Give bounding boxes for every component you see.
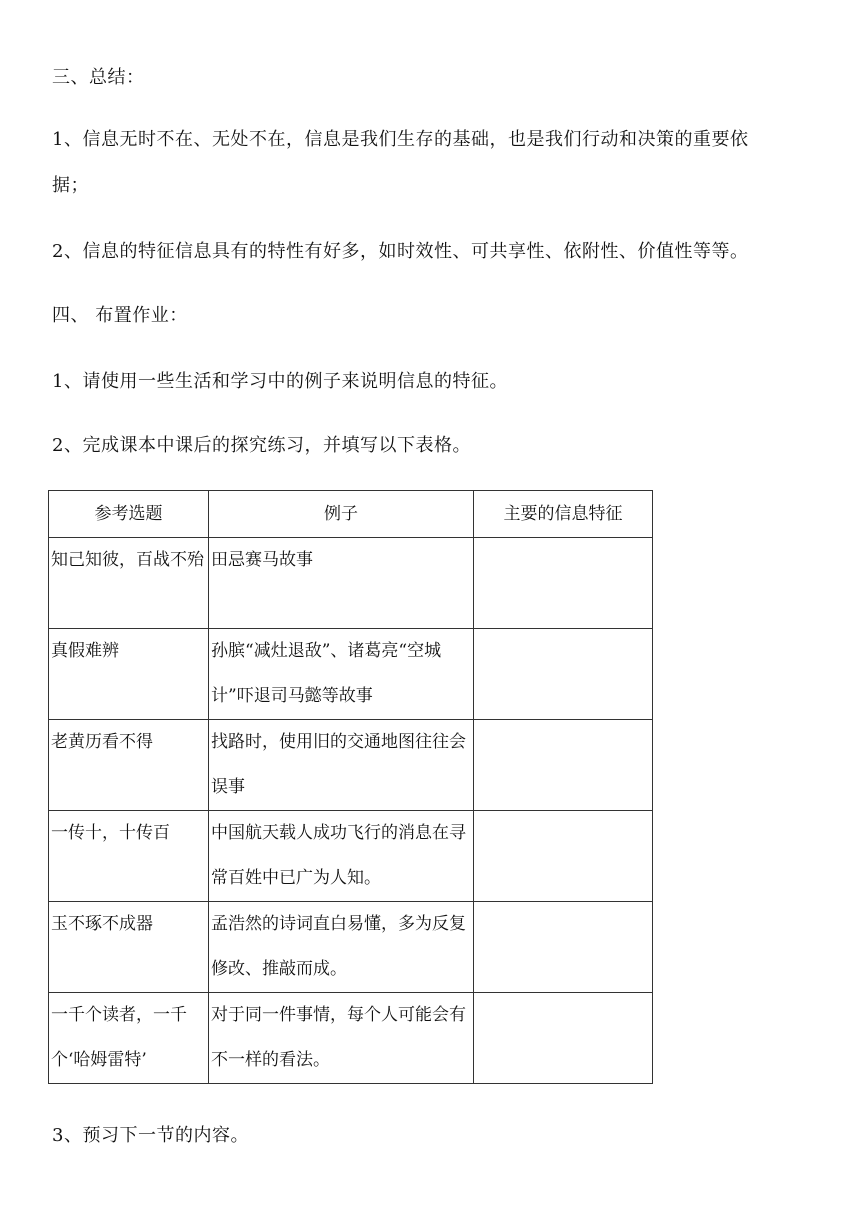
example-cell [209, 902, 474, 993]
topic-cell [49, 993, 209, 1084]
feature-cell [474, 538, 653, 629]
feature-cell [474, 811, 653, 902]
example-text: 对于同一件事情，每个人可能会有不一样的看法。 [211, 1005, 466, 1070]
topic-cell [49, 902, 209, 993]
summary-item-1-line-2: 据； [52, 175, 89, 196]
topic-text: 真假难辨 [51, 641, 119, 661]
example-cell [209, 811, 474, 902]
table-row [49, 629, 653, 720]
table-header-row [49, 491, 653, 538]
homework-heading: 四、 布置作业： [52, 305, 188, 326]
feature-cell [474, 629, 653, 720]
summary-heading: 三、总结： [52, 67, 145, 88]
topic-text: 一传十，十传百 [51, 823, 170, 843]
topic-text: 一千个读者，一千个‘哈姆雷特’ [51, 1005, 187, 1070]
topic-text: 老黄历看不得 [51, 732, 153, 752]
table-row [49, 538, 653, 629]
example-cell [209, 720, 474, 811]
feature-cell [474, 720, 653, 811]
summary-item-2: 2、信息的特征信息具有的特性有好多，如时效性、可共享性、依附性、价值性等等。 [52, 241, 749, 262]
table-row [49, 811, 653, 902]
homework-item-3: 3、预习下一节的内容。 [52, 1125, 249, 1146]
example-cell [209, 629, 474, 720]
topic-cell [49, 811, 209, 902]
feature-cell [474, 993, 653, 1084]
topic-cell [49, 538, 209, 629]
feature-cell [474, 902, 653, 993]
topic-cell [49, 629, 209, 720]
topic-cell [49, 720, 209, 811]
table-row [49, 993, 653, 1084]
example-text: 找路时，使用旧的交通地图往往会误事 [211, 732, 466, 797]
homework-item-2: 2、完成课本中课后的探究练习，并填写以下表格。 [52, 435, 471, 456]
exercise-table [48, 490, 653, 1084]
example-text: 中国航天载人成功飞行的消息在寻常百姓中已广为人知。 [211, 823, 466, 888]
example-text: 田忌赛马故事 [211, 550, 313, 570]
table-row [49, 902, 653, 993]
table-row [49, 720, 653, 811]
topic-text: 知己知彼，百战不殆 [51, 550, 204, 570]
column-header-example: 例子 [209, 491, 474, 538]
topic-text: 玉不琢不成器 [51, 914, 153, 934]
column-header-topic: 参考选题 [49, 491, 209, 538]
homework-item-1: 1、请使用一些生活和学习中的例子来说明信息的特征。 [52, 371, 508, 392]
summary-item-1-line-1: 1、信息无时不在、无处不在，信息是我们生存的基础，也是我们行动和决策的重要依 [52, 129, 749, 150]
example-cell [209, 993, 474, 1084]
example-cell [209, 538, 474, 629]
column-header-feature: 主要的信息特征 [474, 491, 653, 538]
example-text: 孟浩然的诗词直白易懂，多为反复修改、推敲而成。 [211, 914, 466, 979]
example-text: 孙膑“减灶退敌”、诸葛亮“空城计”吓退司马懿等故事 [211, 641, 442, 706]
